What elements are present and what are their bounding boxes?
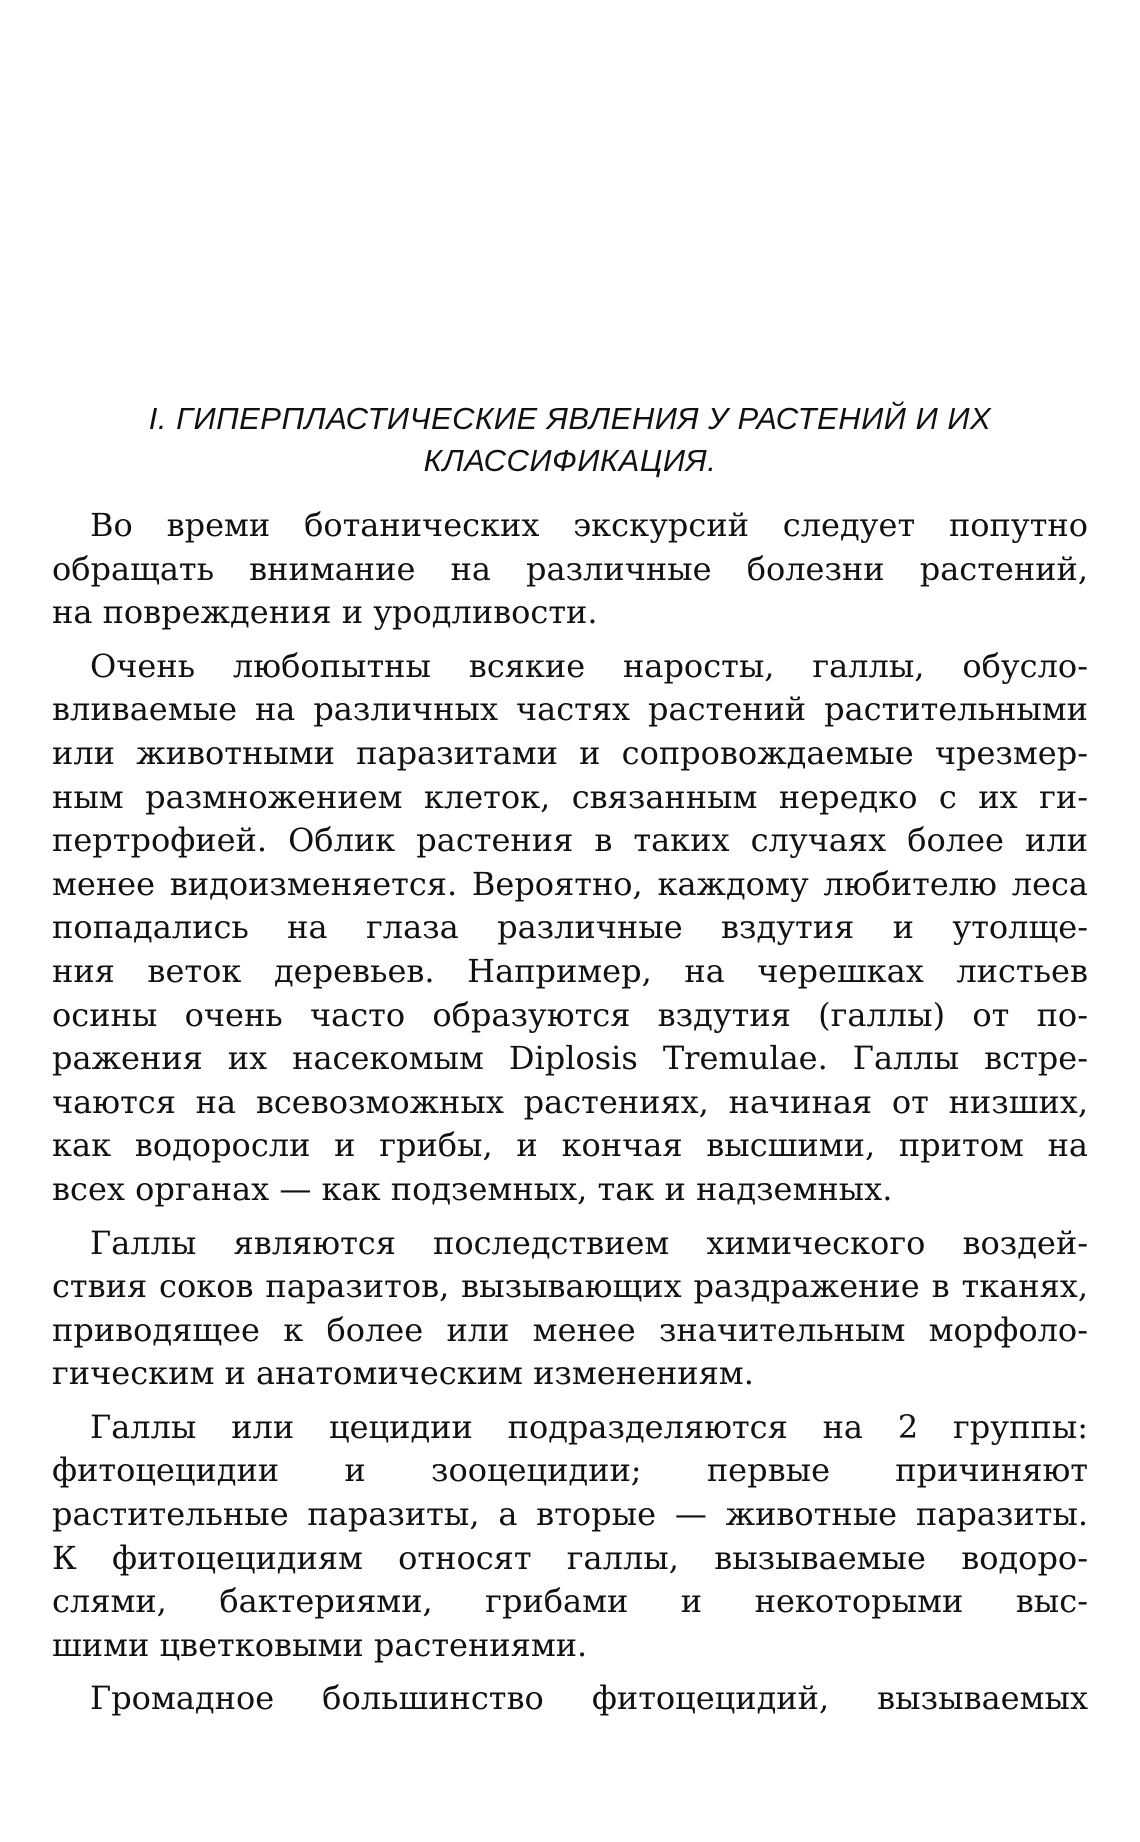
text-line: как водоросли и грибы, и кончая высшими, притом на [52, 1126, 1088, 1165]
text-line: шими цветковыми растениями. [52, 1625, 588, 1664]
text-line: вливаемые на различных частях растений растительными [52, 690, 1088, 729]
text-line: фитоцецидии и зооцецидии; первые причиняют [52, 1451, 1088, 1490]
text-line: Очень любопытны всякие наросты, галлы, обусло- [90, 646, 1088, 685]
text-line: всех органах — как подземных, так и надземных. [52, 1169, 893, 1208]
paragraph [52, 1222, 1088, 1396]
heading-line: I. ГИПЕРПЛАСТИЧЕСКИЕ ЯВЛЕНИЯ У РАСТЕНИЙ И ИХ [148, 401, 992, 436]
text-line: на повреждения и уродливости. [52, 593, 598, 632]
text-line: ния веток деревьев. Например, на черешках листьев [52, 951, 1088, 990]
text-line: К фитоцецидиям относят галлы, вызываемые водоро- [52, 1538, 1088, 1577]
text-line: Во времи ботанических экскурсий следует попутно [90, 506, 1088, 544]
text-line: гическим и анатомическим изменениям. [52, 1354, 754, 1393]
text-line: ным размножением клеток, связанным нередко с их ги- [52, 777, 1088, 816]
paragraph [52, 504, 1088, 635]
text-line: чаются на всевозможных растениях, начиная от низших, [52, 1082, 1088, 1121]
paragraph [52, 1406, 1088, 1668]
text-line: менее видоизменяется. Вероятно, каждому любителю леса [52, 864, 1088, 903]
text-line: пертрофией. Облик растения в таких случаях более или [52, 821, 1088, 860]
paragraph [52, 1677, 1088, 1721]
text-line: приводящее к более или менее значительным морфоло- [52, 1310, 1088, 1349]
text-line: Галлы являются последствием химического воздей- [90, 1223, 1088, 1262]
text-line: обращать внимание на различные болезни растений, [52, 549, 1088, 588]
text-line: попадались на глаза различные вздутия и утолще- [52, 908, 1088, 947]
text-line: осины очень часто образуются вздутия (галлы) от по- [52, 995, 1088, 1034]
text-line: ражения их насекомым Diplosis Tremulae. Галлы встре- [52, 1039, 1088, 1078]
text-line: слями, бактериями, грибами и некоторыми выс- [52, 1582, 1088, 1621]
paragraph [52, 645, 1088, 1212]
text-line: растительные паразиты, а вторые — животные паразиты. [52, 1495, 1088, 1534]
text-line: ствия соков паразитов, вызывающих раздражение в тканях, [52, 1267, 1088, 1306]
section-heading [60, 398, 1080, 482]
text-line: Галлы или цецидии подразделяются на 2 группы: [90, 1407, 1088, 1446]
body-text [52, 504, 1088, 1721]
text-line: Громадное большинство фитоцецидий, вызываемых [90, 1679, 1088, 1718]
heading-line: КЛАССИФИКАЦИЯ. [423, 443, 717, 478]
text-line: или животными паразитами и сопровождаемые чрезмер- [52, 733, 1088, 772]
